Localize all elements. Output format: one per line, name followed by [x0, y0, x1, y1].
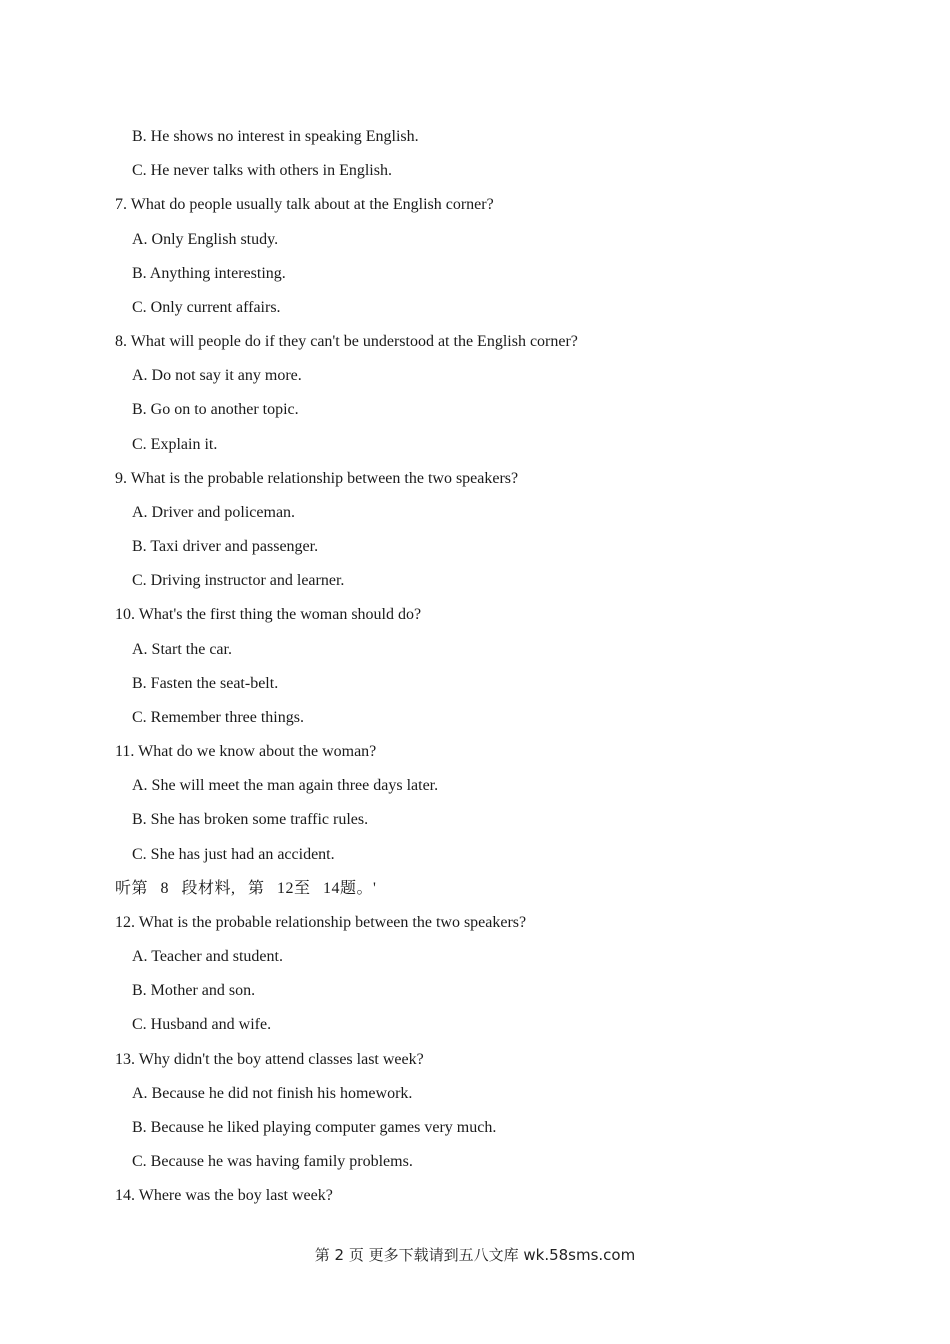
option-b-q9: B. Taxi driver and passenger.	[132, 538, 319, 555]
option-c-q7: C. Only current affairs.	[132, 299, 281, 316]
option-b-q10: B. Fasten the seat-belt.	[132, 675, 279, 692]
option-c-q11: C. She has just had an accident.	[132, 846, 335, 863]
option-c-q9: C. Driving instructor and learner.	[132, 572, 345, 589]
option-b-q6: B. He shows no interest in speaking English.	[132, 128, 419, 145]
question-10: 10. What's the first thing the woman should do?	[115, 606, 422, 623]
option-c-q13: C. Because he was having family problems.	[132, 1153, 413, 1170]
option-a-q7: A. Only English study.	[132, 231, 279, 248]
option-c-q8: C. Explain it.	[132, 436, 218, 453]
option-b-q7: B. Anything interesting.	[132, 265, 286, 282]
option-a-q8: A. Do not say it any more.	[132, 367, 302, 384]
option-b-q13: B. Because he liked playing computer games very much.	[132, 1119, 497, 1136]
option-c-q6: C. He never talks with others in English.	[132, 162, 392, 179]
option-a-q9: A. Driver and policeman.	[132, 504, 296, 521]
question-8: 8. What will people do if they can't be understood at the English corner?	[115, 333, 578, 350]
option-a-q13: A. Because he did not finish his homework.	[132, 1085, 413, 1102]
option-a-q11: A. She will meet the man again three days later.	[132, 777, 439, 794]
option-b-q12: B. Mother and son.	[132, 982, 256, 999]
question-14: 14. Where was the boy last week?	[115, 1187, 333, 1204]
option-c-q10: C. Remember three things.	[132, 709, 304, 726]
question-7: 7. What do people usually talk about at the English corner?	[115, 196, 494, 213]
option-a-q12: A. Teacher and student.	[132, 948, 283, 965]
page-footer: 第 2 页 更多下载请到五八文库 wk.58sms.com	[314, 1246, 636, 1264]
question-13: 13. Why didn't the boy attend classes last week?	[115, 1051, 424, 1068]
section-instruction: 听第 8 段材料, 第 12至 14题。'	[115, 880, 377, 897]
option-b-q8: B. Go on to another topic.	[132, 401, 299, 418]
option-b-q11: B. She has broken some traffic rules.	[132, 811, 369, 828]
option-a-q10: A. Start the car.	[132, 641, 232, 658]
question-11: 11. What do we know about the woman?	[115, 743, 377, 760]
question-12: 12. What is the probable relationship between the two speakers?	[115, 914, 527, 931]
option-c-q12: C. Husband and wife.	[132, 1016, 272, 1033]
question-9: 9. What is the probable relationship between the two speakers?	[115, 470, 519, 487]
